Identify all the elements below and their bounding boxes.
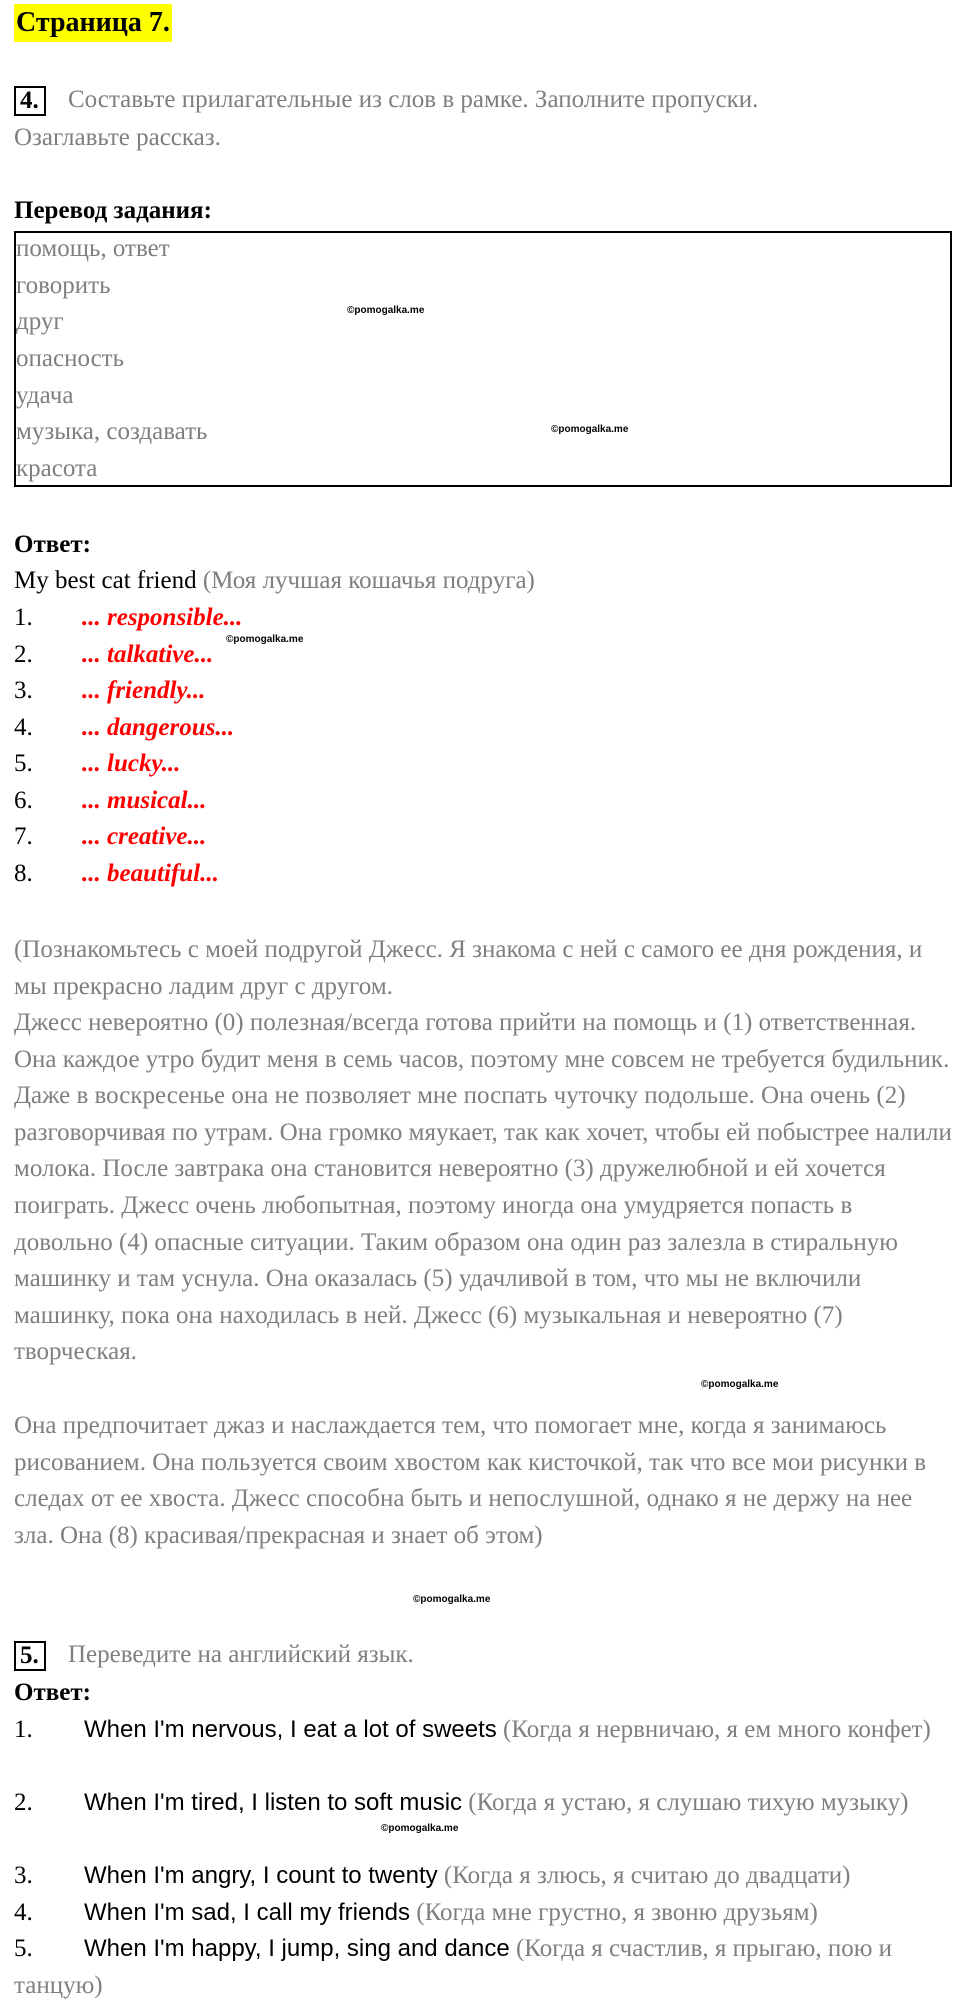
answer-number: 8.: [14, 860, 33, 887]
translation-item: [14, 1785, 954, 1822]
word-box: [14, 231, 952, 487]
box-word: музыка, создавать: [16, 418, 208, 445]
item-number: 4.: [14, 1899, 33, 1926]
box-word: удача: [16, 382, 74, 409]
task-4-number: 4.: [14, 86, 46, 116]
answer-word: ... talkative...: [82, 641, 214, 668]
story-title-ru: (Моя лучшая кошачья подруга): [202, 567, 535, 594]
answer-number: 4.: [14, 714, 33, 741]
english-sentence: When I'm happy, I jump, sing and dance: [84, 1935, 510, 1962]
watermark: ©pomogalka.me: [701, 1379, 779, 1390]
translation-paragraph: (Познакомьтесь с моей подругой Джесс. Я знакома с ней с самого ее дня рождения, и мы прекрасно ладим друг с другом.: [14, 936, 923, 1000]
answer-heading-task-4: Ответ:: [14, 531, 91, 558]
translation-item: [14, 1895, 954, 1932]
item-number: 1.: [14, 1716, 33, 1743]
watermark: ©pomogalka.me: [551, 424, 629, 435]
answer-heading-task-5: Ответ:: [14, 1679, 91, 1706]
translation-item: [14, 1858, 954, 1895]
english-sentence: When I'm sad, I call my friends: [84, 1899, 411, 1926]
russian-translation: (Когда я нервничаю, я ем много конфет): [503, 1716, 931, 1743]
translation-item: [14, 1712, 954, 1749]
answer-number: 6.: [14, 787, 33, 814]
box-word: говорить: [16, 272, 111, 299]
answer-number: 7.: [14, 823, 33, 850]
box-word: друг: [16, 308, 64, 335]
translation-item: [14, 1931, 954, 2004]
watermark: ©pomogalka.me: [347, 305, 425, 316]
answer-word: ... responsible...: [82, 604, 243, 631]
task-5-number: 5.: [14, 1641, 46, 1671]
answer-word: ... musical...: [82, 787, 207, 814]
story-title: [14, 563, 535, 599]
answer-number: 2.: [14, 641, 33, 668]
task-5-instruction: Переведите на английский язык.: [68, 1641, 414, 1668]
task-4-instruction-line-2: Озаглавьте рассказ.: [14, 124, 221, 151]
box-word: опасность: [16, 345, 124, 372]
answer-word: ... lucky...: [82, 750, 181, 777]
story-title-en: My best cat friend: [14, 567, 197, 594]
answer-word: ... friendly...: [82, 677, 206, 704]
item-number: 5.: [14, 1935, 33, 1962]
translation-heading: Перевод задания:: [14, 197, 212, 224]
english-sentence: When I'm nervous, I eat a lot of sweets: [84, 1716, 497, 1743]
answer-number: 5.: [14, 750, 33, 777]
english-sentence: When I'm tired, I listen to soft music: [84, 1789, 463, 1816]
answer-number: 1.: [14, 604, 33, 631]
answer-word: ... dangerous...: [82, 714, 235, 741]
russian-translation: (Когда я злюсь, я считаю до двадцати): [443, 1862, 851, 1889]
russian-translation: (Когда я устаю, я слушаю тихую музыку): [468, 1789, 909, 1816]
russian-translation: (Когда я счастлив, я прыгаю, пою и танцую): [14, 1935, 893, 1999]
item-number: 2.: [14, 1789, 33, 1816]
watermark: ©pomogalka.me: [226, 634, 304, 645]
task-4-instruction-line-1: Составьте прилагательные из слов в рамке. Заполните пропуски.: [68, 86, 759, 113]
page-title: Страница 7.: [14, 4, 172, 42]
translation-paragraph: Джесс невероятно (0) полезная/всегда готова прийти на помощь и (1) ответственная. Она каждое утро будит меня в семь часов, поэтому мне совсем не требуется будильник. Даже в воскресенье она не позволяет мне поспать чуточку подольше. Она очень (2) разговорчивая по утрам. Она громко мяукает, так как хочет, чтобы ей побыстрее налили молока. После завтрака она становится невероятно (3) дружелюбной и ей хочется поиграть. Джесс очень любопытная, поэтому иногда она умудряется попасть в довольно (4) опасные ситуации. Таким образом она один раз залезла в стиральную машинку и там уснула. Она оказалась (5) удачливой в том, что мы не включили машинку, пока она находилась в ней. Джесс (6) музыкальная и невероятно (7) творческая.: [14, 1009, 952, 1366]
russian-translation: (Когда мне грустно, я звоню друзьям): [416, 1899, 818, 1926]
item-number: 3.: [14, 1862, 33, 1889]
watermark: ©pomogalka.me: [413, 1594, 491, 1605]
watermark: ©pomogalka.me: [381, 1823, 459, 1834]
box-word: помощь, ответ: [16, 235, 170, 262]
answer-number: 3.: [14, 677, 33, 704]
answer-word: ... beautiful...: [82, 860, 219, 887]
answer-word: ... creative...: [82, 823, 207, 850]
translation-paragraph: Она предпочитает джаз и наслаждается тем, что помогает мне, когда я занимаюсь рисованием. Она пользуется своим хвостом как кисточкой, так что все мои рисунки в следах от ее хвоста. Джесс способна быть и непослушной, однако я не держу на нее зла. Она (8) красивая/прекрасная и знает об этом): [14, 1412, 927, 1549]
english-sentence: When I'm angry, I count to twenty: [84, 1862, 438, 1889]
box-word: красота: [16, 455, 98, 482]
